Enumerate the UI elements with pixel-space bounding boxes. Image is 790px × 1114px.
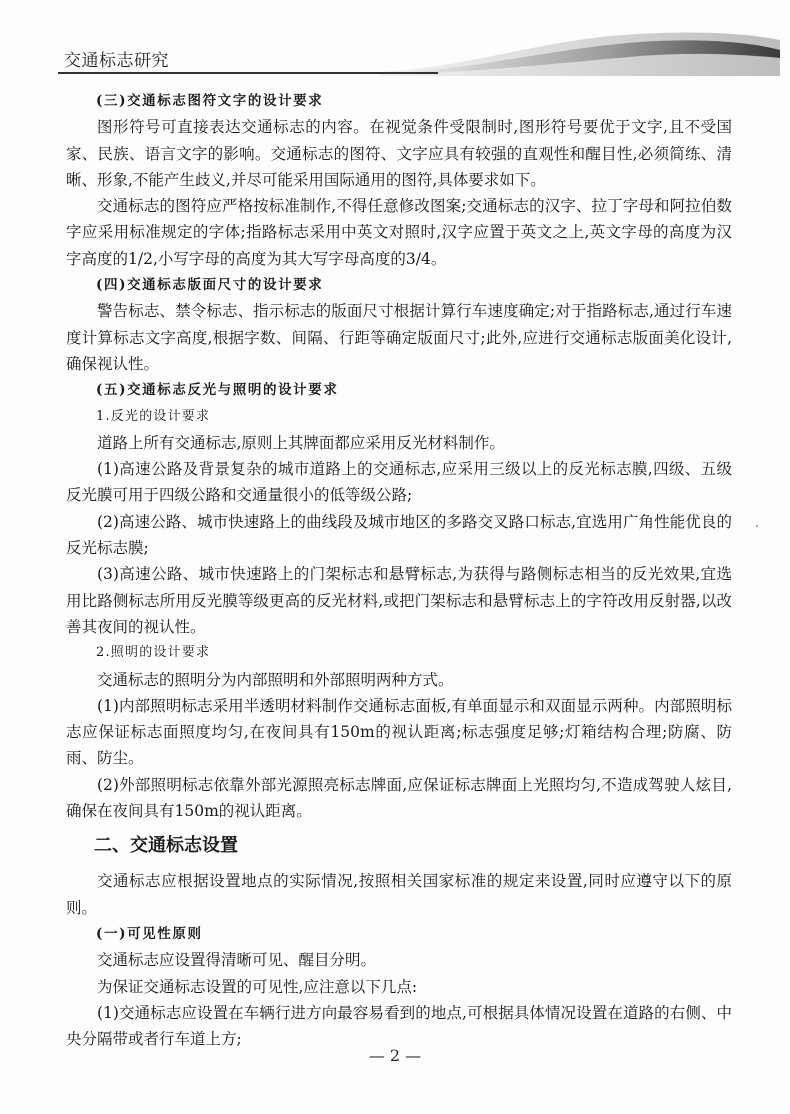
section-heading: 二、交通标志设置 [94,835,238,857]
running-title: 交通标志研究 [64,51,169,71]
paragraph: (1)交通标志应设置在车辆行进方向最容易看到的地点,可根据具体情况设置在道路的右侧、中央分隔带或者行车道上方; [66,1003,732,1049]
running-header [0,0,790,80]
item-heading: 1.反光的设计要求 [96,408,211,424]
header-swoosh-graphic [380,28,780,76]
paragraph: 交通标志应设置得清晰可见、醒目分明。 [97,951,377,970]
paragraph: 交通标志的照明分为内部照明和外部照明两种方式。 [97,670,454,689]
paragraph: (3)高速公路、城市快速路上的门架标志和悬臂标志,为获得与路侧标志相当的反光效果,宜选用比路侧标志所用反光膜等级更高的反光材料,或把门架标志和悬臂标志上的字符改用反射器,以改善其夜间的视认性。 [66,565,732,636]
header-rule [58,72,438,74]
subsection-heading: (五)交通标志反光与照明的设计要求 [96,382,339,399]
paragraph: (1)高速公路及背景复杂的城市道路上的交通标志,应采用三级以上的反光标志膜,四级、五级反光膜可用于四级公路和交通量很小的低等级公路; [66,460,732,505]
page-number: — 2 — [368,1046,422,1065]
paragraph: 图形符号可直接表达交通标志的内容。在视觉条件受限制时,图形符号要优于文字,且不受国家、民族、语言文字的影响。交通标志的图符、文字应具有较强的直观性和醒目性,必须简练、清晰、形象,不能产生歧义,并尽可能采用国际通用的图符,具体要求如下。 [66,118,732,189]
paragraph: 交通标志应根据设置地点的实际情况,按照相关国家标准的规定来设置,同时应遵守以下的原则。 [66,872,732,917]
scan-speck [756,525,758,527]
subsection-heading: (四)交通标志版面尺寸的设计要求 [96,277,324,294]
subsection-heading: (一)可见性原则 [96,925,203,942]
paragraph: (1)内部照明标志采用半透明材料制作交通标志面板,有单面显示和双面显示两种。内部照明标志应保证标志面照度均匀,在夜间具有150m的视认距离;标志强度足够;灯箱结构合理;防腐、防雨、防尘。 [66,696,732,768]
paragraph: 警告标志、禁令标志、指示标志的版面尺寸根据计算行车速度确定;对于指路标志,通过行车速度计算标志文字高度,根据字数、间隔、行距等确定版面尺寸;此外,应进行交通标志版面美化设计,确保视认性。 [66,302,732,373]
paragraph: 交通标志的图符应严格按标准制作,不得任意修改图案;交通标志的汉字、拉丁字母和阿拉伯数字应采用标准规定的字体;指路标志采用中英文对照时,汉字应置于英文之上,英文字母的高度为汉字高度的1/2,小写字母的高度为其大写字母高度的3/4。 [66,197,732,268]
main-text [66,88,732,1052]
paragraph: 为保证交通标志设置的可见性,应注意以下几点: [97,977,418,996]
subsection-heading: (三)交通标志图符文字的设计要求 [96,93,324,109]
paragraph: 道路上所有交通标志,原则上其牌面都应采用反光材料制作。 [97,433,505,452]
paragraph: (2)外部照明标志依靠外部光源照亮标志牌面,应保证标志牌面上光照均匀,不造成驾驶人炫目,确保在夜间具有150m的视认距离。 [66,775,732,821]
paragraph: (2)高速公路、城市快速路上的曲线段及城市地区的多路交叉路口标志,宜选用广角性能优良的反光标志膜; [66,512,732,558]
item-heading: 2.照明的设计要求 [96,645,211,661]
